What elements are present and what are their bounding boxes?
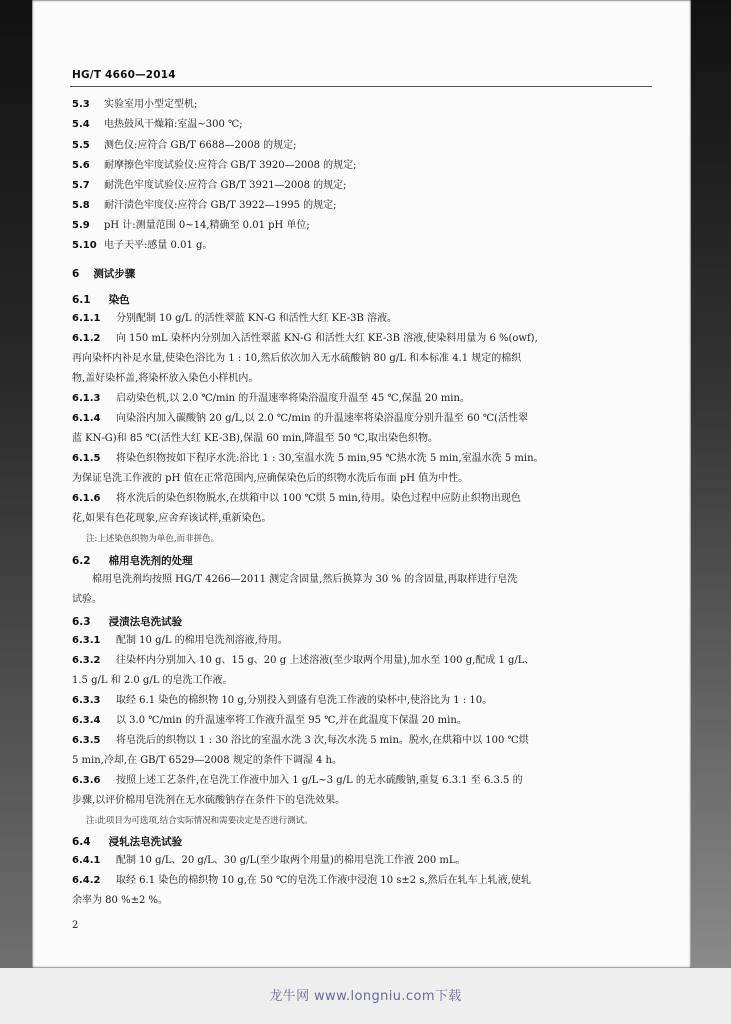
paragraph-line: 花,如果有色花现象,应舍弃该试样,重新染色。: [72, 513, 272, 524]
paragraph-line: 5 min,冷却,在 GB/T 6529—2008 规定的条件下调湿 4 h。: [72, 755, 342, 766]
standard-header: HG/T 4660—2014: [72, 69, 176, 81]
note: 注:此项目为可选项,结合实际情况和需要决定是否进行测试。: [86, 816, 313, 826]
paragraph-line: 余率为 80 %±2 %。: [72, 895, 169, 906]
page-number: 2: [72, 920, 79, 931]
paragraph-line: 再向染杯内补足水量,使染色浴比为 1 : 10,然后依次加入无水硫酸钠 80 g/L 和本标准 4.1 规定的棉织: [72, 353, 522, 364]
document-page: HG/T 4660—2014 5.3 实验室用小型定型机; 5.4 电热鼓风干燥箱:室温~300 ℃; 5.5 测色仪:应符合 GB/T 6688—2008 的规定; 5.6 耐摩擦色牢度试验仪:应符合 GB/T 3920—2008 的规定; 5.7 耐洗色牢度试验仪:应符合 GB/T 3921—2008 的规定; 5.8 耐汗渍色牢度仪:应符合 GB/T 3922—1995 的规定; 5.9 pH 计:测量范围 0~14,精确至 0.01 pH 单位; 5.10 电子天平:感量 0.01 g。 6 测试步骤 6.1 染色 6.1.1 分别配制 10 g/L 的活性翠蓝 KN-G 和活性大红 KE-3B 溶液。 6.1.2 向 150 mL 染杯内分别加入活性翠蓝 KN-G 和活性大红 KE-3B 溶液,使染料用量为 6 %(owf), 再向染杯内补足水量,使染色浴比为 1 : 10,然后依次加入无水硫酸钠 80 g/L 和本标准 4.1 规定的棉织 物,盖好染杯盖,将染杯放入染色小样机内。 6.1.3 启动染色机,以 2.0 ℃/min 的升温速率将染浴温度升温至 45 ℃,保温 20 min。 6.1.4 向染浴内加入碳酸钠 20 g/L,以 2.0 ℃/min 的升温速率将染浴温度分别升温至 60 ℃(活性翠 蓝 KN-G)和 85 ℃(活性大红 KE-3B),保温 60 min,降温至 50 ℃,取出染色织物。 6.1.5 将染色织物按如下程序水洗:浴比 1 : 30,室温水洗 5 min,95 ℃热水洗 5 min,室温水洗 5 min。 为保证皂洗工作液的 pH 值在正常范围内,应确保染色后的织物水洗后布面 pH 值为中性。 6.1.6 将水洗后的染色织物脱水,在烘箱中以 100 ℃烘 5 min,待用。染色过程中应防止织物出现色 花,如果有色花现象,应舍弃该试样,重新染色。 注:上述染色织物为单色,而非拼色。 6.2 棉用皂洗剂的处理 棉用皂洗剂均按照 HG/T 4266—2011 测定含固量,然后换算为 30 % 的含固量,再取样进行皂洗 试验。 6.3 浸渍法皂洗试验 6.3.1 配制 10 g/L 的棉用皂洗剂溶液,待用。 6.3.2 往染杯内分别加入 10 g、15 g、20 g 上述溶液(至少取两个用量),加水至 100 g,配成 1 g/L、 1.5 g/L 和 2.0 g/L 的皂洗工作液。 6.3.3 取经 6.1 染色的棉织物 10 g,分别投入到盛有皂洗工作液的染杯中,使浴比为 1 : 10。 6.3.4 以 3.0 ℃/min 的升温速率将工作液升温至 95 ℃,并在此温度下保温 20 min。 6.3.5 将皂洗后的织物以 1 : 30 浴比的室温水洗 3 次,每次水洗 5 min。脱水,在烘箱中以 100 ℃烘 5 min,冷却,在 GB/T 6529—2008 规定的条件下调湿 4 h。 6.3.6 按照上述工艺条件,在皂洗工作液中加入 1 g/L~3 g/L 的无水硫酸钠,重复 6.3.1 至 6.3.5 的 步骤,以评价棉用皂洗剂在无水硫酸钠存在条件下的皂洗效果。 注:此项目为可选项,结合实际情况和需要决定是否进行测试。 6.4 浸轧法皂洗试验 6.4.1 配制 10 g/L、20 g/L、30 g/L(至少取两个用量)的棉用皂洗工作液 200 mL。 6.4.2 取经 6.1 染色的棉织物 10 g,在 50 ℃的皂洗工作液中浸泡 10 s±2 s,然后在轧车上轧液,使轧 余率为 80 %±2 %。 2: [32, 0, 691, 968]
scan-frame-left: [0, 0, 32, 968]
site-watermark[interactable]: 龙牛网 www.longniu.com下载: [269, 989, 462, 1004]
paragraph-line: 1.5 g/L 和 2.0 g/L 的皂洗工作液。: [72, 675, 233, 686]
paragraph-line: 棉用皂洗剂均按照 HG/T 4266—2011 测定含固量,然后换算为 30 % 的含固量,再取样进行皂洗: [92, 574, 518, 585]
subsection-heading: 6.4 浸轧法皂洗试验: [72, 836, 183, 848]
paragraph-line: 为保证皂洗工作液的 pH 值在正常范围内,应确保染色后的织物水洗后布面 pH 值为中性。: [72, 473, 469, 484]
subsection-heading: 6.3 浸渍法皂洗试验: [72, 616, 183, 628]
subsection-heading: 6.2 棉用皂洗剂的处理: [72, 555, 193, 567]
scan-frame-right: [691, 0, 731, 968]
note: 注:上述染色织物为单色,而非拼色。: [86, 534, 220, 544]
paragraph-line: 物,盖好染杯盖,将染杯放入染色小样机内。: [72, 373, 259, 384]
section-heading: 6 测试步骤: [72, 268, 136, 280]
subsection-heading: 6.1 染色: [72, 294, 130, 306]
header-rule: [70, 86, 652, 87]
paragraph-line: 试验。: [72, 594, 102, 605]
paragraph-line: 蓝 KN-G)和 85 ℃(活性大红 KE-3B),保温 60 min,降温至 50 ℃,取出染色织物。: [72, 433, 438, 444]
paragraph-line: 步骤,以评价棉用皂洗剂在无水硫酸钠存在条件下的皂洗效果。: [72, 795, 346, 806]
